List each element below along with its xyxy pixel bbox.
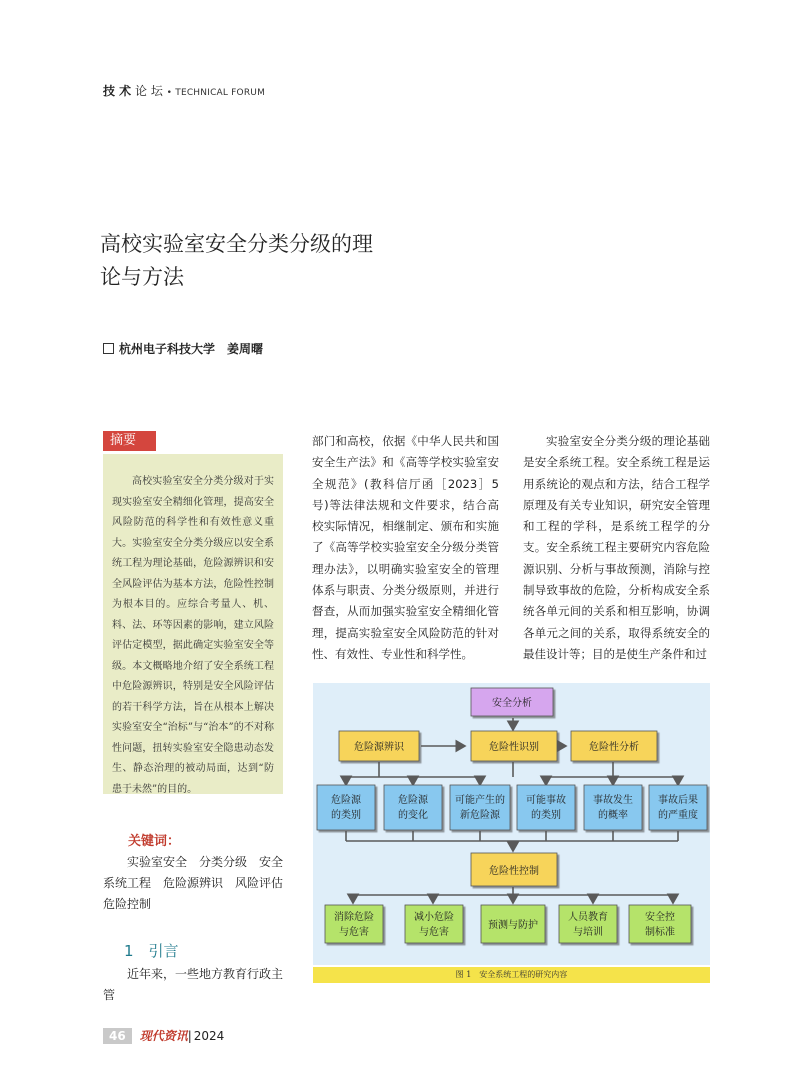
label-l3-6a: 事故后果 bbox=[658, 795, 698, 806]
label-l3-2a: 危险源 bbox=[398, 795, 428, 806]
footer-separator: | bbox=[187, 1028, 192, 1043]
label-l3-6b: 的严重度 bbox=[658, 810, 698, 821]
box-l3-6 bbox=[649, 785, 707, 830]
page-number: 46 bbox=[103, 1028, 132, 1044]
title-line-1: 高校实验室安全分类分级的理 bbox=[100, 232, 373, 256]
column-2-text: 部门和高校，依据《中华人民共和国安全生产法》和《高等学校实验室安全规范》(教科信厅函［2023］5 号)等法律法规和文件要求，结合高校实际情况，相继制定、颁布和实施了《高等学校实验室安全分级分类管理办法》，以明确实验室安全的管理体系与职责、分类分级原则，并进行督查，从而加强实验室安全精细化管理，提高实验室安全风险防范的针对性、有效性、专业性和科学性。 bbox=[312, 434, 499, 661]
abstract-text: 高校实验室安全分类分级对于实现实验室安全精细化管理，提高安全风险防范的科学性和有效性意义重大。实验室安全分类分级应以安全系统工程为理论基础，危险源辨识和安全风险评估为基本方法，危险性控制为根本目的。应综合考量人、机、料、法、环等因素的影响，建立风险评估定模型，据此确定实验室安全等级。本文概略地介绍了安全系统工程中危险源辨识，特别是安全风险评估的若干科学方法，旨在从根本上解决实验室安全“治标”与“治本”的不对称性问题，扭转实验室安全隐患动态发生、静态治理的被动局面，达到“防患于未然”的目的。 bbox=[103, 454, 283, 794]
title-line-2: 论与方法 bbox=[100, 265, 184, 289]
box-l3-5 bbox=[584, 785, 642, 830]
label-l5-4a: 人员教育 bbox=[568, 912, 608, 923]
keywords-text: 实验室安全 分类分级 安全系统工程 危险源辨识 风险评估 危险控制 bbox=[103, 855, 296, 911]
footer-year: 2024 bbox=[193, 1028, 225, 1043]
box-l3-4 bbox=[517, 785, 575, 830]
label-l5-2b: 与危害 bbox=[419, 927, 449, 938]
label-l3-1b: 的类别 bbox=[331, 810, 361, 821]
label-l3-1a: 危险源 bbox=[331, 795, 361, 806]
label-l3-4a: 可能事故 bbox=[526, 795, 566, 806]
author-line bbox=[103, 340, 263, 357]
label-l3-5b: 的概率 bbox=[598, 810, 628, 821]
label-top: 安全分析 bbox=[492, 698, 532, 709]
label-l5-3: 预测与防护 bbox=[488, 920, 538, 931]
label-l3-3a: 可能产生的 bbox=[455, 795, 505, 806]
label-l5-1b: 与危害 bbox=[339, 927, 369, 938]
box-l3-3 bbox=[450, 785, 510, 830]
label-l3-2b: 的变化 bbox=[398, 810, 428, 821]
label-l5-2a: 减小危险 bbox=[414, 912, 454, 923]
label-l3-4b: 的类别 bbox=[531, 810, 561, 821]
abstract-label: 摘要 bbox=[103, 431, 153, 451]
header-section: 论 坛 bbox=[135, 84, 163, 98]
author-text: 杭州电子科技大学 姜周曙 bbox=[119, 342, 264, 356]
running-header bbox=[103, 82, 265, 99]
square-bullet-icon bbox=[103, 343, 114, 354]
box-l3-1 bbox=[317, 785, 375, 830]
label-l3-3b: 新危险源 bbox=[460, 810, 500, 821]
label-l3-5a: 事故发生 bbox=[593, 795, 633, 806]
figure-caption: 图 1 安全系统工程的研究内容 bbox=[313, 967, 710, 983]
label-l2-2: 危险性识别 bbox=[489, 742, 539, 753]
label-control: 危险性控制 bbox=[489, 866, 539, 877]
label-l5-4b: 与培训 bbox=[573, 927, 603, 938]
safety-system-diagram bbox=[313, 683, 710, 965]
column-3-text: 实验室安全分类分级的理论基础是安全系统工程。安全系统工程是运用系统论的观点和方法，结合工程学原理及有关专业知识，研究安全管理和工程的学科，是系统工程学的分支。安全系统工程主要研究内容危险源识别、分析与事故预测，消除与控制导致事故的危险，分析构成安全系统各单元间的关系和相互影响，协调各单元之间的关系，取得系统安全的最佳设计等；目的是使生产条件和过 bbox=[523, 434, 710, 661]
label-l5-1a: 消除危险 bbox=[334, 912, 374, 923]
box-l3-2 bbox=[384, 785, 442, 830]
section-title: 1 引言 bbox=[124, 942, 179, 960]
label-l2-3: 危险性分析 bbox=[589, 742, 639, 753]
article-title bbox=[100, 228, 400, 294]
header-english: • TECHNICAL FORUM bbox=[166, 88, 266, 98]
header-bold: 技 术 bbox=[103, 84, 132, 98]
label-l2-1: 危险源辨识 bbox=[354, 742, 404, 753]
keywords-label: 关键词： bbox=[128, 834, 181, 849]
magazine-name: 现代资讯 bbox=[139, 1029, 188, 1043]
abstract-label-bar bbox=[153, 431, 156, 451]
label-l5-5b: 制标准 bbox=[645, 927, 675, 938]
page-footer bbox=[103, 1027, 224, 1044]
intro-paragraph: 近年来，一些地方教育行政主管 bbox=[103, 967, 284, 1002]
label-l5-5a: 安全控 bbox=[645, 912, 675, 923]
